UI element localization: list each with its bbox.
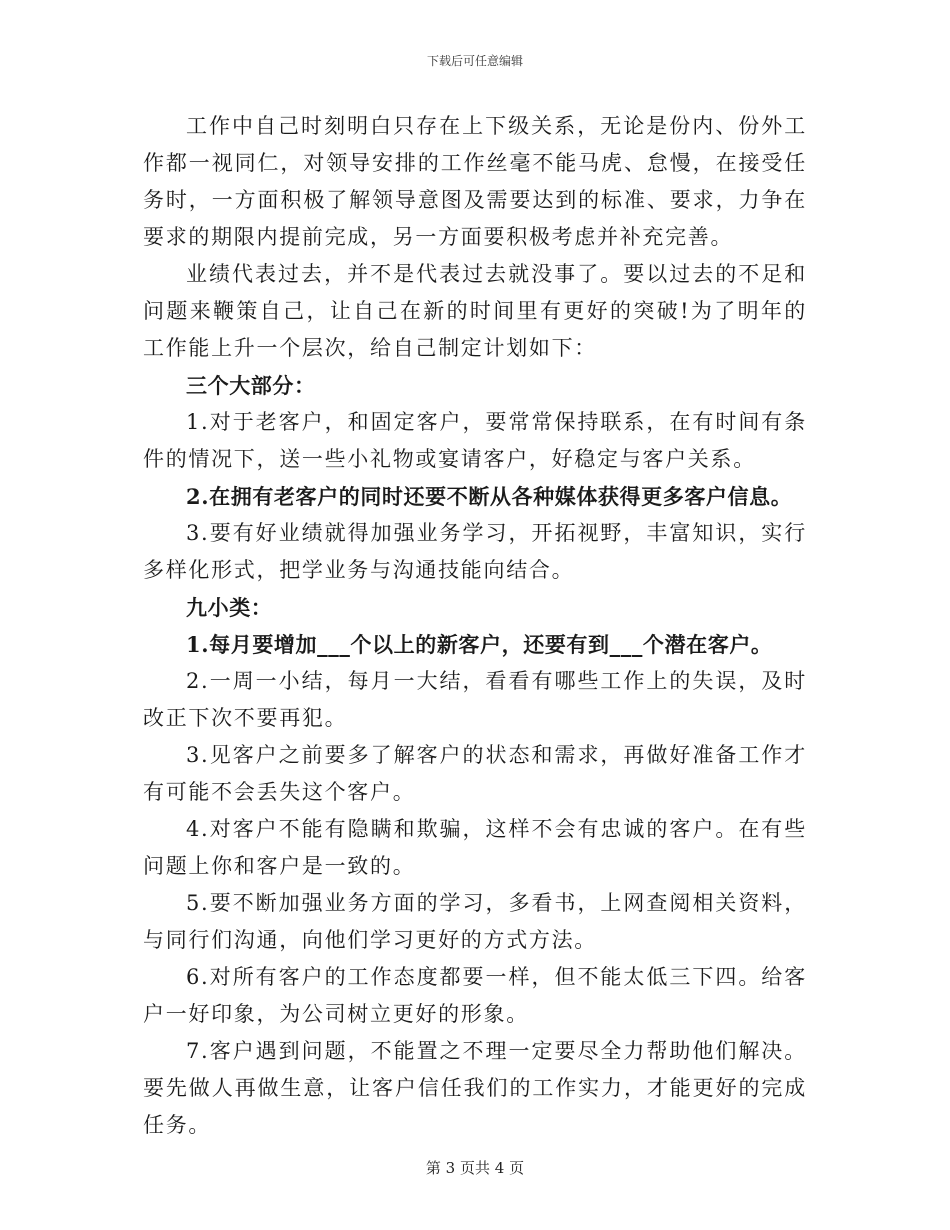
- document-body: [143, 108, 807, 1144]
- section-heading: 三个大部分：: [186, 373, 316, 398]
- page-footer: 第 3 页共 4 页: [425, 1159, 525, 1177]
- paragraph: 工作中自己时刻明白只存在上下级关系，无论是份内、份外工作都一视同仁，对领导安排的工作丝毫不能马虎、怠慢，在接受任务时，一方面积极了解领导意图及需要达到的标准、要求，力争在要求的期限内提前完成，另一方面要积极考虑并补充完善。: [143, 114, 807, 249]
- list-item: 2.在拥有老客户的同时还要不断从各种媒体获得更多客户信息。: [186, 484, 793, 509]
- list-item: 6.对所有客户的工作态度都要一样，但不能太低三下四。给客户一好印象，为公司树立更好的形象。: [143, 965, 807, 1026]
- list-item: 1.每月要增加___个以上的新客户，还要有到___个潜在客户。: [186, 632, 773, 657]
- list-item: 3.要有好业绩就得加强业务学习，开拓视野，丰富知识，实行多样化形式，把学业务与沟通技能向结合。: [143, 521, 807, 582]
- page-header: 下载后可任意编辑: [426, 54, 523, 68]
- list-item: 4.对客户不能有隐瞒和欺骗，这样不会有忠诚的客户。在有些问题上你和客户是一致的。: [143, 817, 807, 878]
- list-item: 2.一周一小结，每月一大结，看看有哪些工作上的失误，及时改正下次不要再犯。: [143, 669, 807, 730]
- list-item: 7.客户遇到问题，不能置之不理一定要尽全力帮助他们解决。要先做人再做生意，让客户信任我们的工作实力，才能更好的完成任务。: [143, 1039, 807, 1137]
- paragraph: 业绩代表过去，并不是代表过去就没事了。要以过去的不足和问题来鞭策自己，让自己在新的时间里有更好的突破!为了明年的工作能上升一个层次，给自己制定计划如下：: [143, 262, 807, 360]
- section-heading: 九小类：: [186, 595, 273, 620]
- list-item: 1.对于老客户，和固定客户，要常常保持联系，在有时间有条件的情况下，送一些小礼物或宴请客户，好稳定与客户关系。: [143, 410, 807, 471]
- list-item: 5.要不断加强业务方面的学习，多看书，上网查阅相关资料，与同行们沟通，向他们学习更好的方式方法。: [143, 891, 807, 952]
- list-item: 3.见客户之前要多了解客户的状态和需求，再做好准备工作才有可能不会丢失这个客户。: [143, 743, 807, 804]
